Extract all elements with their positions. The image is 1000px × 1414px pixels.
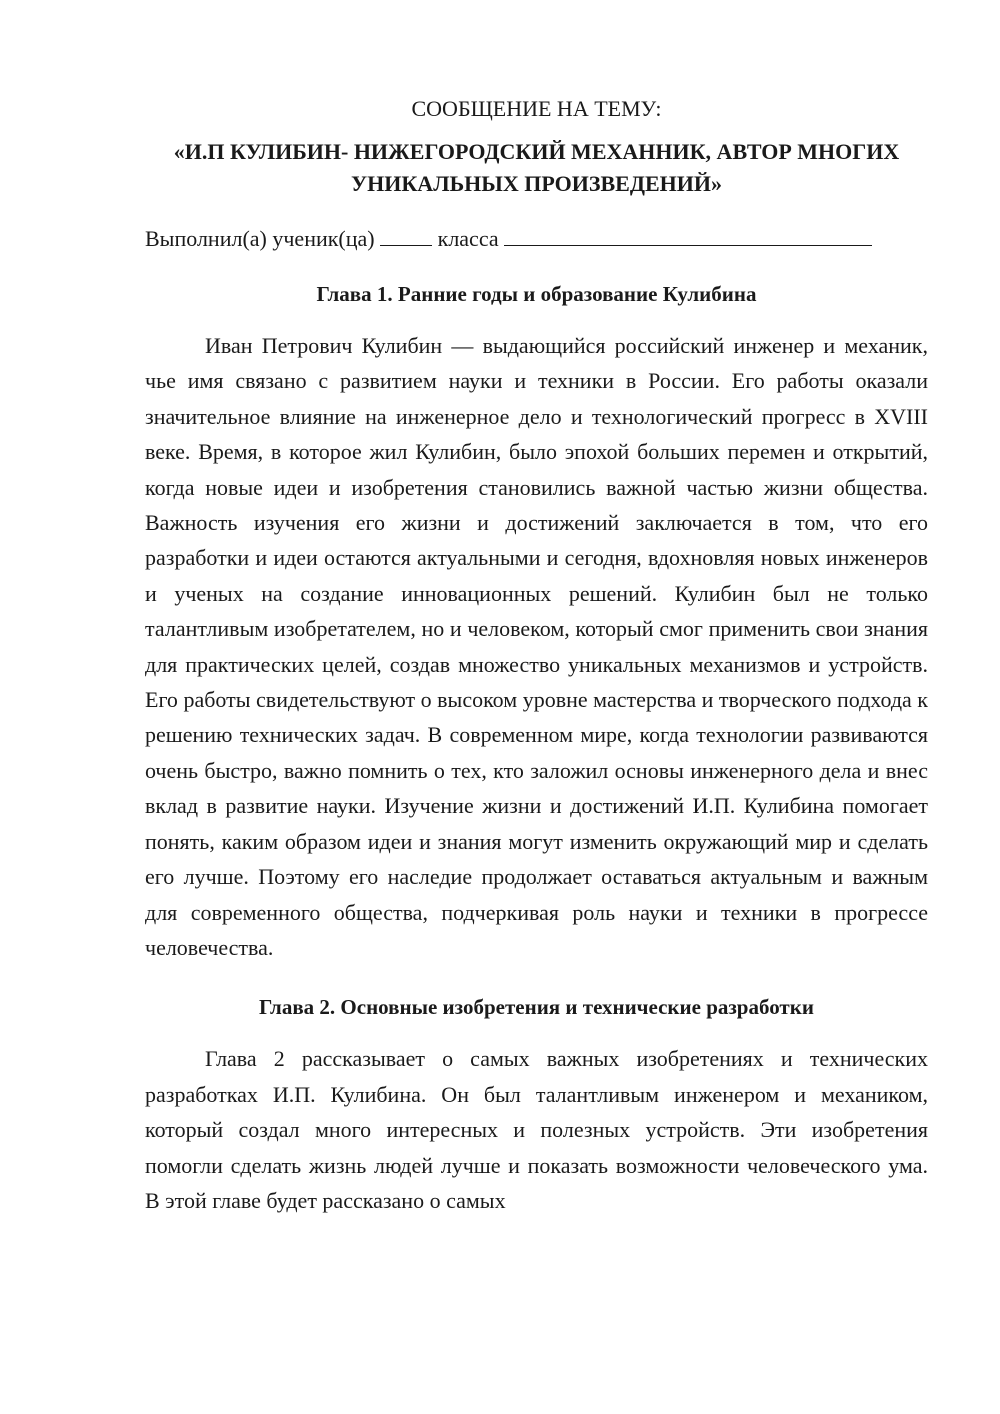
author-line: [145, 222, 928, 256]
author-middle: класса: [437, 226, 499, 251]
chapter-2-paragraph: Глава 2 рассказывает о самых важных изобретениях и технических разработках И.П. Кулибина. Он был талантливым инженером и механиком, который создал много интересных и полезных устройств. Эти изобретения помогли сделать жизнь людей лучше и показать возможности человеческого ума. В этой главе будет рассказано о самых: [145, 1046, 928, 1213]
grade-blank-line: [380, 223, 432, 246]
chapter-1-heading: Глава 1. Ранние годы и образование Кулибина: [316, 282, 757, 306]
document-header: СООБЩЕНИЕ НА ТЕМУ:: [411, 96, 662, 121]
document-page: [145, 92, 928, 1218]
name-blank-line: [504, 223, 872, 246]
chapter-1-paragraph: Иван Петрович Кулибин — выдающийся российский инженер и механик, чье имя связано с развитием науки и техники в России. Его работы оказали значительное влияние на инженерное дело и технологический прогресс в XVIII веке. Время, в которое жил Кулибин, было эпохой больших перемен и открытий, когда новые идеи и изобретения становились важной частью жизни общества. Важность изучения его жизни и достижений заключается в том, что его разработки и идеи остаются актуальными и сегодня, вдохновляя новых инженеров и ученых на создание инновационных решений. Кулибин был не только талантливым изобретателем, но и человеком, который смог применить свои знания для практических целей, создав множество уникальных механизмов и устройств. Его работы свидетельствуют о высоком уровне мастерства и творческого подхода к решению технических задач. В современном мире, когда технологии развиваются очень быстро, важно помнить о тех, кто заложил основы инженерного дела и внес вклад в развитие науки. Изучение жизни и достижений И.П. Кулибина помогает понять, каким образом идеи и знания могут изменить окружающий мир и сделать его лучше. Поэтому его наследие продолжает оставаться актуальным и важным для современного общества, подчеркивая роль науки и техники в прогрессе человечества.: [145, 333, 928, 960]
author-prefix: Выполнил(а) ученик(ца): [145, 226, 375, 251]
chapter-2-heading: Глава 2. Основные изобретения и технические разработки: [259, 995, 814, 1020]
document-title: «И.П КУЛИБИН- НИЖЕГОРОДСКИЙ МЕХАННИК, АВТОР МНОГИХ УНИКАЛЬНЫХ ПРОИЗВЕДЕНИЙ»: [173, 139, 900, 196]
